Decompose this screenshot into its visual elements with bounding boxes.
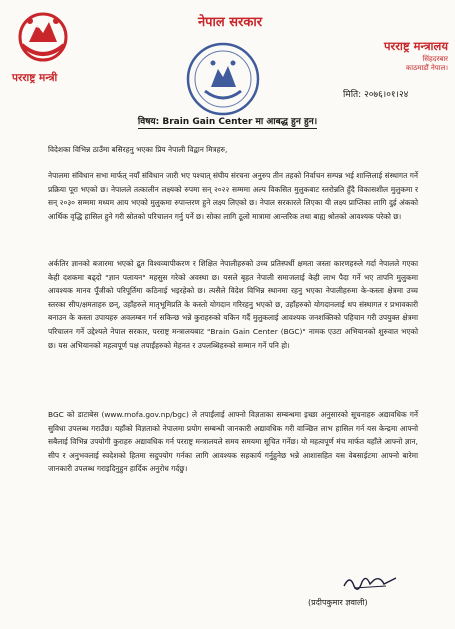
ministry-title: परराष्ट्र मन्त्रालय — [383, 39, 448, 53]
letter-date: मिति: २०७६।०१।२४ — [343, 90, 409, 100]
paragraph-2: अर्कतिर ज्ञानको बजारमा भएको द्रुत विश्वव्यापीकरण र शिक्षित नेपालीहरुको उच्च प्रतिस्पर्धी क्षमता जस्ता कारणहरुले गर्दा नेपालले गएका केही दशकमा बढ्दो "ज्ञान पलायन" महसुस गरेको अवस्था छ। यसले बृहत नेपाली समाजलाई केही लाभ पैदा गर्ने भए तापनि मुलुकमा आवश्यक मानव पूँजीको परिपूर्तिमा कठिनाई भइरहेको छ। त्यसैले विदेश विभिन्न स्थानमा रहनु भएका नेपालीहरुमा के-कस्ता क्षेत्रमा उच्च स्तरका सीप/क्षमताहरु छन्, उहाँहरुले मातृभूमिप्रति के कस्तो योगदान गरिरहनु भएको छ, उहाँहरुको योगदानलाई थप संस्थागत र प्रभावकारी बनाउन के कस्ता उपायहरु अवलम्बन गर्न सकिन्छ भन्ने कुराहरुको यकिन गर्दै मुलुकलाई आवश्यक जनशक्तिको पहिचान गरी उपयुक्त क्षेत्रमा परिचालन गर्ने उद्देश्यले नेपाल सरकार, परराष्ट्र मन्त्रालयबाट "Brain Gain Center (BGC)" नामक एउटा अभियानको शुरुवात भएको छ। यस अभियानको महत्वपूर्ण पक्ष तपाईंहरुको मेहनत र उपलब्धिहरुको सम्मान गर्ने पनि हो। — [48, 259, 418, 350]
handwritten-signature — [340, 572, 400, 596]
ministry-address — [340, 55, 448, 73]
paragraph-1: नेपालमा संविधान सभा मार्फत् नयाँ संविधान जारी भए पश्चात् संघीय संरचना अनुरुप तीन तहको निर्वाचन सम्पन्न भई शान्तिलाई संस्थागत गर्ने प्रक्रिया पूरा भएको छ। नेपालले तत्कालीन लक्ष्यको रुपमा सन् २०२२ सम्ममा अल्प विकसित मुलुकबाट स्तरोन्नति हुँदै विकासशील मुलुकमा र सन् २०३० सम्ममा मध्यम आय भएको मुलुकमा रुपान्तरण हुने लक्ष्य लिएको छ। नेपाल सरकारले लिएका यी लक्ष्य प्राप्तिका लागि दुई अंकको आर्थिक वृद्धि हासिल हुने गरी स्रोतको परिचालन गर्नु पर्ने छ। सोका लागि ठूलो मात्रामा आन्तरिक तथा बाह्य श्रोतको आवश्यक परेको छ। — [48, 171, 418, 221]
nepal-emblem-icon — [14, 9, 72, 65]
address-line-2: काठमाडौं नेपाल। — [405, 64, 448, 72]
paragraph-3: BGC को डाटाबेस (www.mofa.gov.np/bgc) ले तपाईंलाई आफ्नो विज्ञताका सम्बन्धमा इच्छा अनुसारको सूचनाहरु अद्यावधिक गर्ने सुविधा उपलब्ध गराउँछ। यहाँको विज्ञताको नेपालमा प्रयोग सम्बन्धी जानकारी अद्यावधिक गरी वाञ्छित लाभ हासिल गर्न यस केन्द्रमा आफ्नो सबैलाई विभिन्न उपयोगी कुराहरु अद्यावधिक गर्न परराष्ट्र मन्त्रालयले समय समयमा सूचित गर्नेछ। यो महत्वपूर्ण मंच मार्फत यहाँले आफ्नो ज्ञान, सीप र अनुभवलाई स्वदेशको हितमा सदुपयोग गर्नका लागि आवश्यक सहकार्य गर्नुहुनेछ भन्ने आशासहित यस वेबसाईटमा आफ्नो बारेमा जानकारी उपलब्ध गराइदिनुहुन हार्दिक अनुरोध गर्दछु। — [48, 410, 418, 474]
subject-text: विषय: Brain Gain Center मा आबद्ध हुन हुन। — [137, 117, 318, 127]
office-seal-icon — [183, 39, 263, 119]
signer-name: (प्रदीपकुमार ज्ञवाली) — [308, 598, 368, 607]
greeting: विदेशका विभिन्न ठाउँमा बसिरहनु भएका प्रिय नेपाली विद्वान मित्रहरु, — [48, 145, 228, 154]
minister-title: परराष्ट्र मन्त्री — [12, 72, 58, 84]
government-heading: नेपाल सरकार — [197, 15, 263, 30]
subject-line — [0, 114, 455, 127]
address-line-1: सिंहदरबार — [422, 55, 448, 63]
